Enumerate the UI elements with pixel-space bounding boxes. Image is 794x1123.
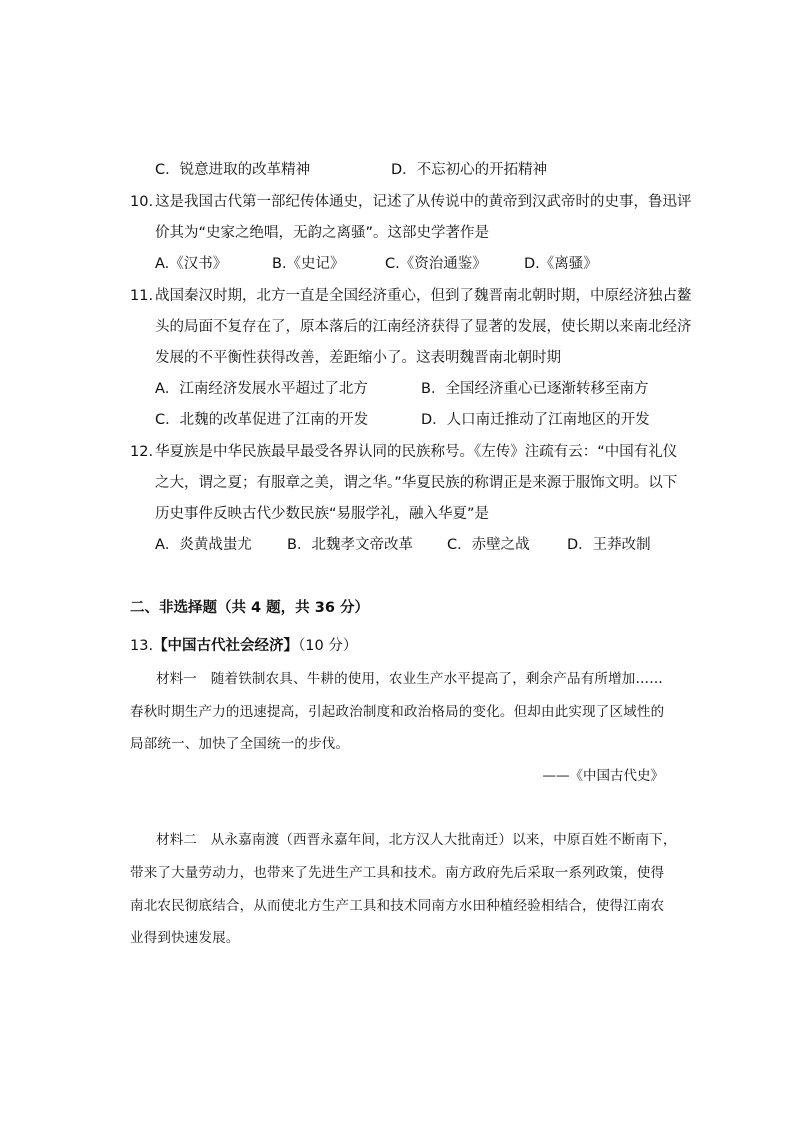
material1-line-3: 局部统一、加快了全国统一的步伐。 [130, 736, 350, 752]
q13-number: 13. [130, 638, 154, 654]
q12-number: 12. [130, 444, 154, 460]
q12-option-c: C．赤壁之战 [447, 537, 530, 553]
section-heading: 二、非选择题（共 4 题，共 36 分） [130, 600, 369, 616]
q11-line-1: 战国秦汉时期，北方一直是全国经济重心，但到了魏晋南北朝时期，中原经济独占鳌 [155, 288, 692, 304]
material2-line-4: 业得到快速发展。 [130, 930, 240, 946]
q12-option-b: B．北魏孝文帝改革 [287, 537, 413, 553]
q11-option-d: D．人口南迁推动了江南地区的开发 [421, 412, 650, 428]
q9-option-d: D．不忘初心的开拓精神 [391, 162, 548, 178]
q11-line-2: 头的局面不复存在了，原本落后的江南经济获得了显著的发展，使长期以来南北经济 [155, 319, 692, 335]
material2-line-2: 带来了大量劳动力，也带来了先进生产工具和技术。南方政府先后采取一系列政策，使得 [130, 865, 665, 881]
material1-line-2: 春秋时期生产力的迅速提高，引起政治制度和政治格局的变化。但却由此实现了区域性的 [130, 704, 665, 720]
q13-topic: 【中国古代社会经济】 [153, 638, 299, 654]
q11-option-b: B．全国经济重心已逐渐转移至南方 [421, 381, 649, 397]
material2-line-3: 南北农民彻底结合，从而使北方生产工具和技术同南方水田种植经验相结合，使得江南农 [130, 898, 665, 914]
q10-option-c: C.《资治通鉴》 [385, 256, 487, 272]
q12-option-a: A．炎黄战蚩尤 [155, 537, 252, 553]
q12-option-d: D．王莽改制 [567, 537, 651, 553]
material1-line-1: 材料一 随着铁制农具、牛耕的使用，农业生产水平提高了，剩余产品有所增加…… [156, 671, 663, 687]
q12-line-2: 之大，谓之夏；有服章之美，谓之华。”华夏民族的称谓正是来源于服饰文明。以下 [155, 475, 678, 491]
q10-line-1: 这是我国古代第一部纪传体通史，记述了从传说中的黄帝到汉武帝时的史事，鲁迅评 [155, 194, 692, 210]
material1-source: ——《中国古代史》 [542, 768, 664, 784]
q9-option-c: C．锐意进取的改革精神 [155, 162, 311, 178]
q12-line-1: 华夏族是中华民族最早最受各界认同的民族称号。《左传》注疏有云：“中国有礼仪 [155, 444, 678, 460]
material2-line-1: 材料二 从永嘉南渡（西晋永嘉年间，北方汉人大批南迁）以来，中原百姓不断南下， [156, 832, 677, 848]
q10-option-a: A.《汉书》 [155, 256, 228, 272]
q12-line-3: 历史事件反映古代少数民族“易服学礼，融入华夏”是 [155, 506, 490, 522]
q10-option-d: D.《离骚》 [524, 256, 598, 272]
q11-option-c: C．北魏的改革促进了江南的开发 [155, 412, 369, 428]
q10-line-2: 价其为“史家之绝唱，无韵之离骚”。这部史学著作是 [155, 225, 490, 241]
q11-number: 11. [130, 288, 154, 304]
q11-option-a: A．江南经济发展水平超过了北方 [155, 381, 368, 397]
q10-option-b: B.《史记》 [272, 256, 345, 272]
q11-line-3: 发展的不平衡性获得改善，差距缩小了。这表明魏晋南北朝时期 [155, 350, 561, 366]
q10-number: 10. [130, 194, 154, 210]
q13-score: （10 分） [298, 638, 358, 654]
q13-header [130, 636, 357, 656]
